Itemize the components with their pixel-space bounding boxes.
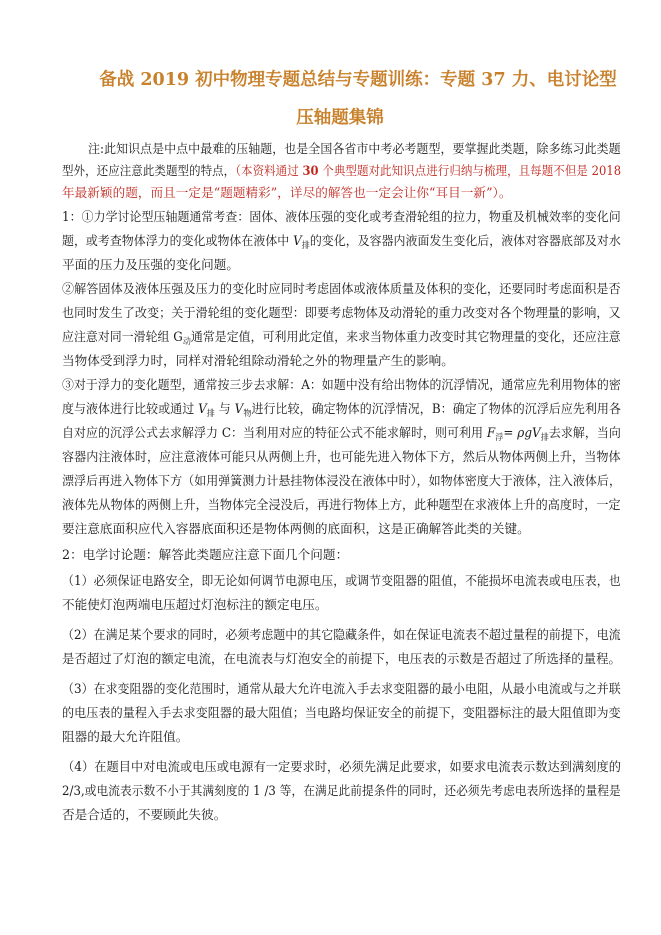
s2-item-3-line-2: 的电压表的量程入手去求变阻器的最大阻值；当电路均保证安全的前提下，变阻器标注的最大阻值即为变 (62, 705, 621, 720)
s2-item-3-line-1: （3）在求变阻器的变化范围时，通常从最大允许电流入手去求变阻器的最小电阻，从最小电流或与之并联 (62, 681, 621, 696)
formula-rho-g-v: = ρgV (503, 425, 541, 440)
intro-note-open: （本资料通过 (235, 163, 303, 178)
s1-p3-line-3-b: 去求解，当向 (548, 425, 621, 440)
s1-p1-line-2-b: 的变化，及容器内液面发生变化后，液体对容器底部及对水 (309, 233, 621, 248)
v-symbol-2: V (234, 401, 244, 416)
document-title-line-1: 备战 2019 初中物理专题总结与专题训练：专题 37 力、电讨论型 (99, 70, 617, 90)
intro-line-2 (62, 162, 622, 180)
s2-item-4-line-3: 否是合适的，不要顾此失彼。 (62, 807, 227, 822)
intro-line-1: 注:此知识点是中点中最难的压轴题，也是全国各省市中考必考题型，要掌握此类题，除多练习此类题 (88, 141, 621, 156)
f-subscript: 浮 (495, 433, 504, 443)
s2-item-4-line-1: （4）在题目中对电流或电压或电源有一定要求时，必须先满足此要求，如要求电流表示数达到满刻度的 (62, 759, 622, 774)
s1-p3-line-2 (62, 400, 621, 423)
s1-p3-line-2-a: 度与液体进行比较或通过 (62, 401, 199, 416)
s1-p2-line-2: 也同时发生了改变；关于滑轮组的变化题型：即要考虑物体及动滑轮的重力改变对各个物理量的影响，又 (62, 305, 621, 320)
s2-heading: 2：电学讨论题：解答此类题应注意下面几个问题： (62, 547, 349, 562)
s2-item-3-line-3: 阻器的最大允许阻值。 (62, 729, 189, 744)
document-title-line-2: 压轴题集锦 (296, 108, 384, 128)
v-symbol: V (293, 233, 302, 248)
s1-p1-line-2-a: 题，或考查物体浮力的变化或物体在液体中 (62, 233, 294, 248)
s1-p2-line-3 (62, 328, 621, 351)
s1-p3-line-7: 要注意底面积应代入容器底面积还是物体两侧的底面积，这是正确解答此类的关键。 (62, 521, 530, 536)
s1-p3-line-1: ③对于浮力的变化题型，通常按三步去求解：A：如题中没有给出物体的沉浮情况，通常应先利用物体的密 (62, 377, 621, 392)
v-subscript-1: 排 (206, 409, 215, 419)
intro-note-count: 30 (302, 163, 319, 178)
s1-p2-line-4: 当物体受到浮力时，同样对滑轮组除动滑轮之外的物理量产生的影响。 (62, 353, 454, 368)
s1-p3-line-3 (62, 424, 621, 447)
intro-note-rest: 个典型题对此知识点进行归纳与梳理，且每题不但是 2018 (318, 163, 622, 178)
s1-p3-line-2-b: 与 (214, 401, 235, 416)
s1-p2-line-1: ②解答固体及液体压强及压力的变化时应同时考虑固体或液体质量及体积的变化，还要同时考虑面积是否 (62, 281, 621, 296)
s1-p2-line-3-b: 通常是定值，可利用此定值，来求当物体重力改变时其它物理量的变化，还应注意 (190, 329, 621, 344)
s1-p3-line-4: 容器内注液体时，应注意液体可能只从两侧上升，也可能先进入物体下方，然后从物体两侧上升，当物体 (62, 449, 621, 464)
s2-item-2-line-2: 是否超过了灯泡的额定电流，在电流表与灯泡安全的前提下，电压表的示数是否超过了所选择的量程。 (62, 651, 621, 666)
v-subscript-2: 物 (243, 409, 252, 419)
s2-item-1-line-2: 不能使灯泡两端电压超过灯泡标注的额定电压。 (62, 597, 328, 612)
v-subscript-3: 排 (540, 433, 549, 443)
v-subscript: 排 (301, 241, 310, 251)
s2-item-4-line-2: 2/3,或电流表示数不小于其满刻度的 1 /3 等，在满足此前提条件的同时，还必须先考虑电表所选择的量程是 (62, 783, 621, 798)
s1-p2-line-3-a: 应注意对同一滑轮组 G (62, 329, 183, 344)
intro-line-3: 年最新颖的题，而且一定是“题题精彩”，详尽的解答也一定会让你“耳目一新”）。 (62, 185, 512, 200)
s1-p3-line-2-c: 进行比较，确定物体的沉浮情况，B：确定了物体的沉浮后应先利用各 (251, 401, 621, 416)
s1-p3-line-5: 漂浮后再进入物体下方（如用弹簧测力计悬挂物体浸没在液体中时），如物体密度大于液体，注入液体后， (62, 473, 621, 488)
f-symbol: F (486, 425, 496, 440)
s1-p1-line-2 (62, 232, 621, 255)
s1-p1-line-1: 1：①力学讨论型压轴题通常考查：固体、液体压强的变化或考查滑轮组的拉力，物重及机械效率的变化问 (62, 209, 621, 224)
s1-p3-line-3-a: 自对应的沉浮公式去求解浮力 C：当利用对应的特征公式不能求解时，则可利用 (62, 425, 487, 440)
s1-p1-line-3: 平面的压力及压强的变化问题。 (62, 257, 240, 272)
s2-item-1-line-1: （1）必须保证电路安全，即无论如何调节电源电压，或调节变阻器的阻值，不能损坏电流表或电压表，也 (62, 573, 621, 588)
intro-line-2-text: 型外，还应注意此类题型的特点， (62, 163, 236, 178)
v-symbol-1: V (198, 401, 207, 416)
s1-p3-line-6: 液体先从物体的两侧上升，当物体完全浸没后，再进行物体上方，此种题型在求液体上升的高度时，一定 (62, 497, 621, 512)
g-subscript: 动 (182, 337, 191, 347)
s2-item-2-line-1: （2）在满足某个要求的同时，必须考虑题中的其它隐藏条件，如在保证电流表不超过量程的前提下，电流 (62, 627, 621, 642)
